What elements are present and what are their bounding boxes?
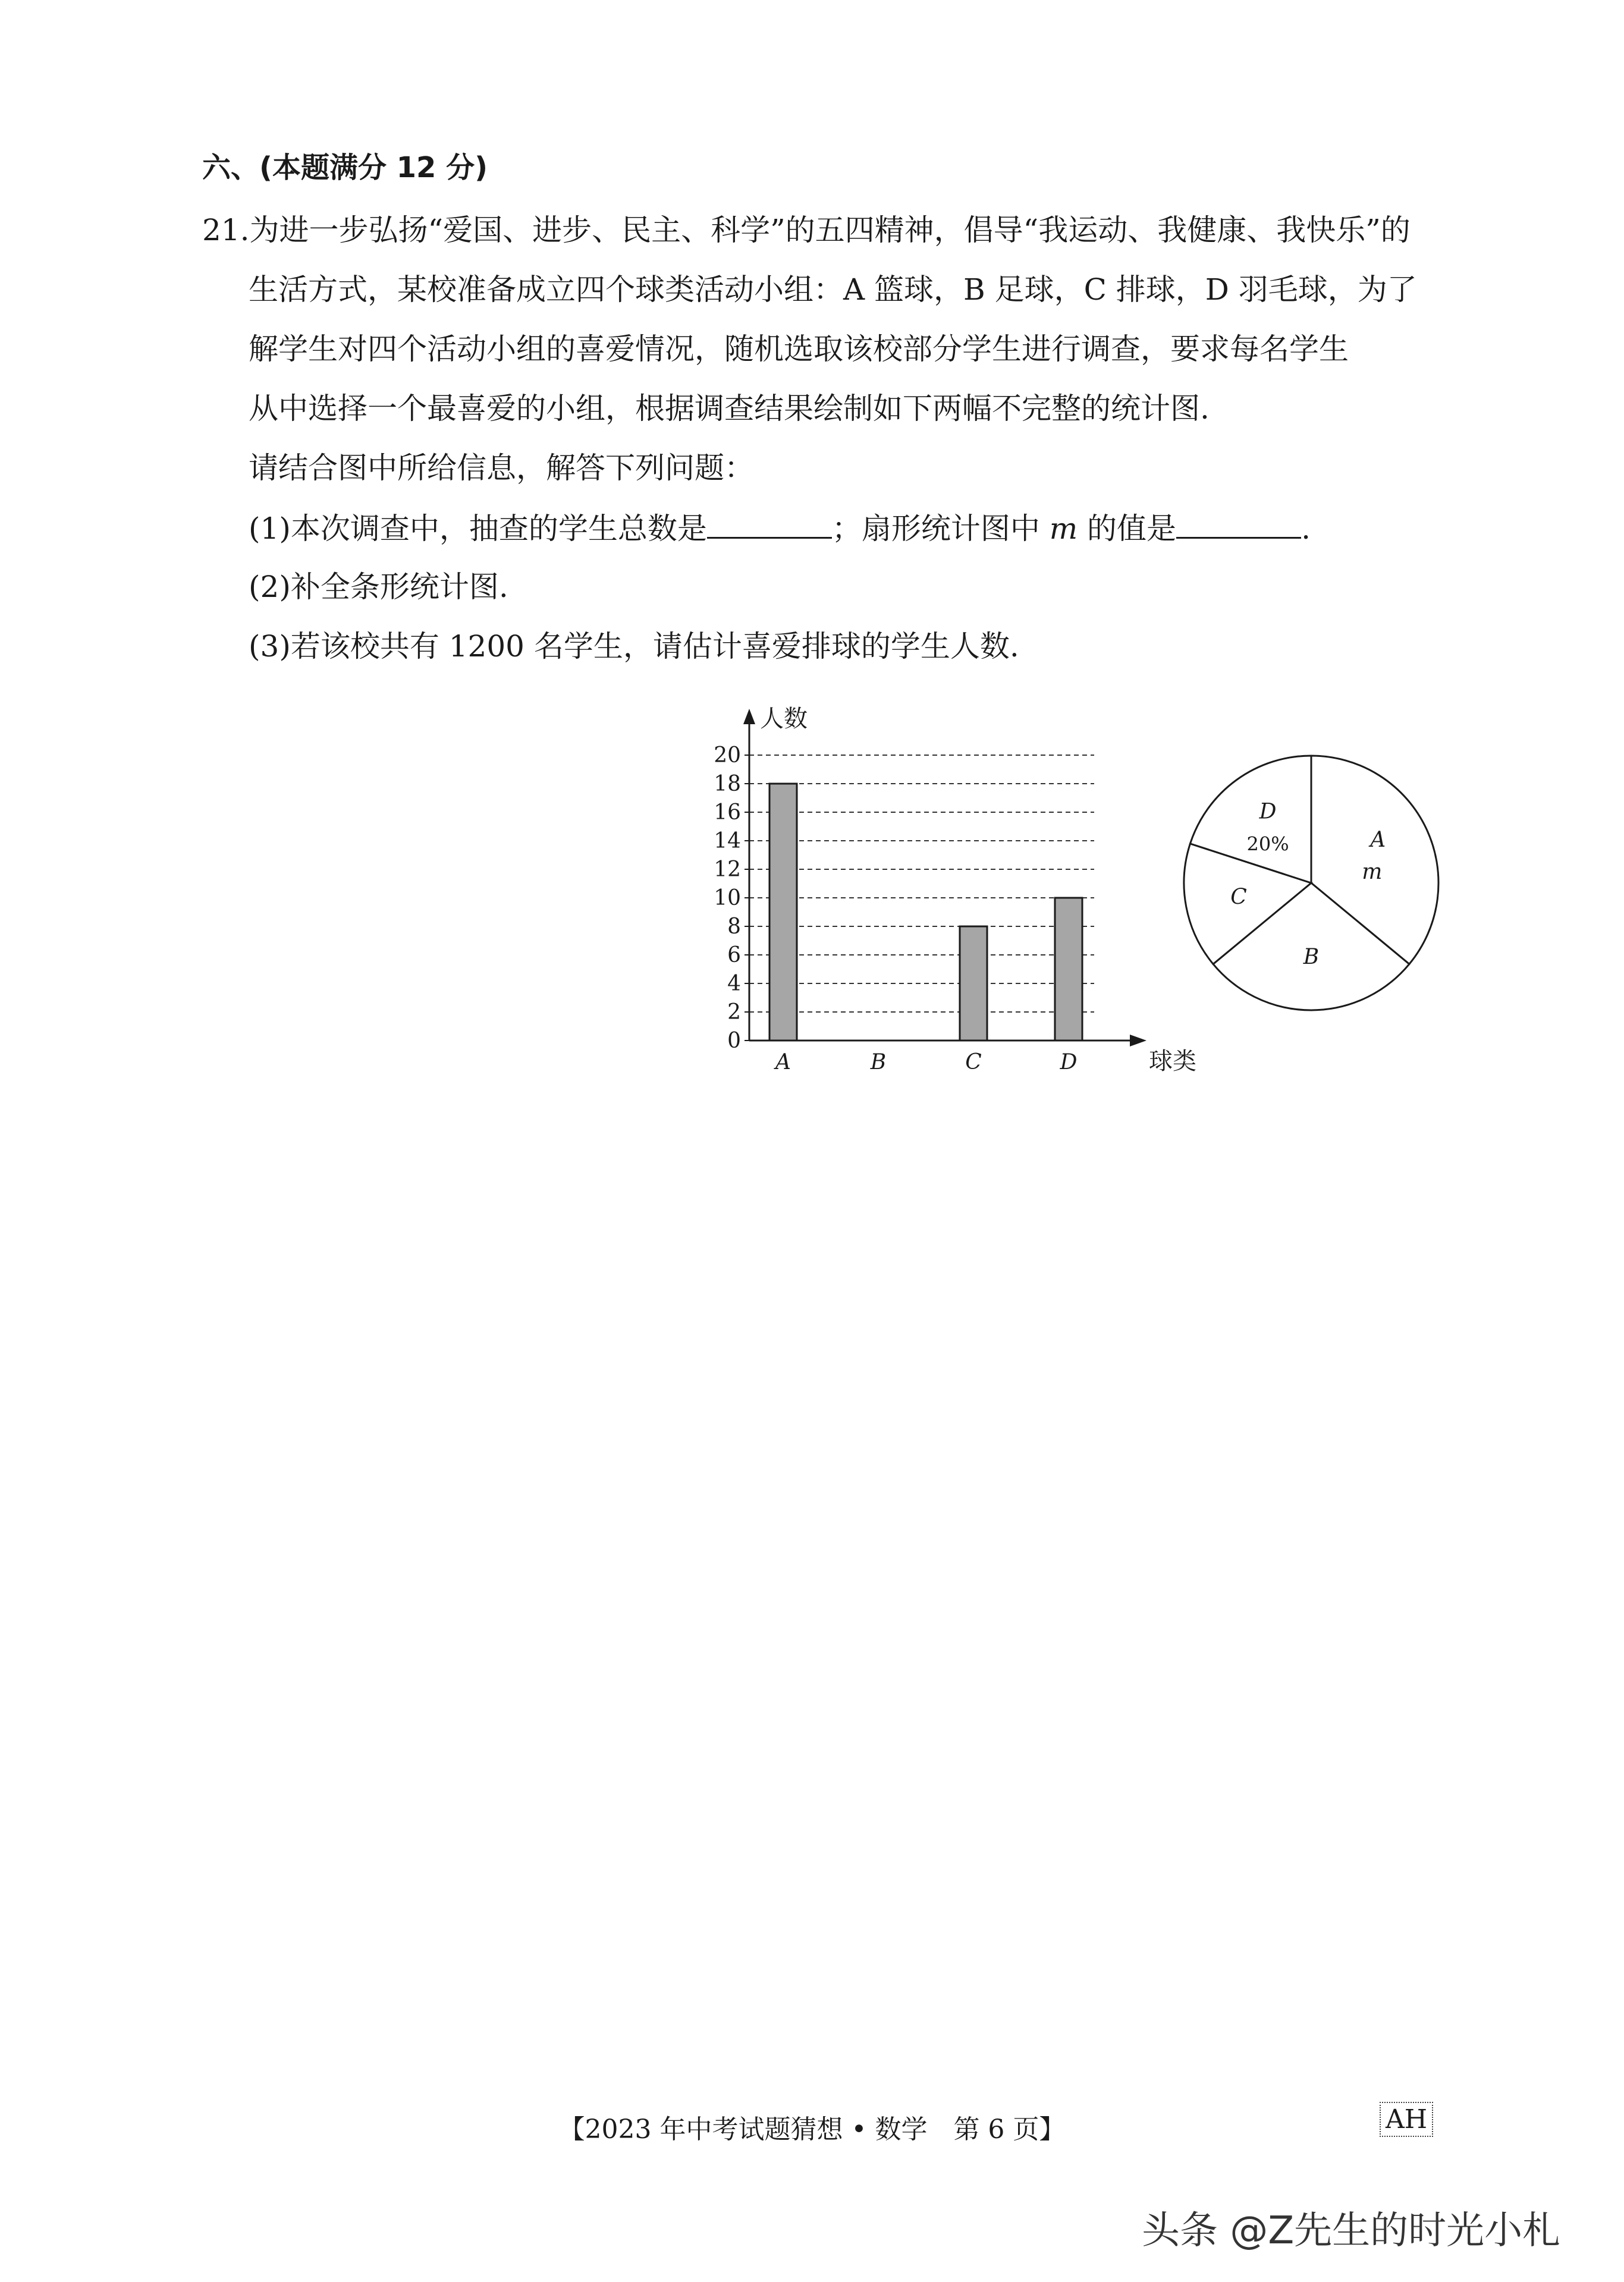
bar-A — [769, 784, 797, 1041]
sub1-text-b: ；扇形统计图中 — [831, 511, 1050, 546]
section-heading: 六、(本题满分 12 分) — [202, 151, 488, 184]
pie-label-D: D — [1259, 799, 1277, 824]
question-line-4: 从中选择一个最喜爱的小组，根据调查结果绘制如下两幅不完整的统计图. — [249, 391, 1210, 426]
y-tick-label: 2 — [727, 1000, 741, 1024]
pie-label-C: C — [1230, 885, 1247, 910]
y-tick-label: 12 — [714, 857, 741, 882]
y-axis-arrow — [743, 709, 755, 724]
y-axis-label: 人数 — [760, 705, 808, 733]
sub1-text-a: (1)本次调查中，抽查的学生总数是 — [249, 511, 707, 546]
y-tick-label: 16 — [714, 800, 741, 825]
bar-C — [960, 926, 987, 1041]
question-number: 21. — [202, 213, 250, 247]
y-tick-label: 14 — [714, 829, 741, 853]
page-footer: 【2023 年中考试题猜想 • 数学 第 6 页】 — [558, 2114, 1066, 2145]
question-line-3: 解学生对四个活动小组的喜爱情况，随机选取该校部分学生进行调查，要求每名学生 — [249, 332, 1349, 366]
pie-value-A: m — [1362, 860, 1383, 885]
y-tick-label: 6 — [727, 943, 741, 967]
x-tick-label: A — [775, 1050, 791, 1074]
answer-blank-total[interactable] — [707, 508, 832, 539]
question-text-1: 为进一步弘扬“爱国、进步、民主、科学”的五四精神，倡导“我运动、我健康、我快乐”的 — [249, 213, 1411, 247]
subquestion-1 — [249, 508, 1311, 548]
x-axis-label: 球类 — [1149, 1048, 1196, 1075]
pie-label-A: A — [1370, 828, 1386, 853]
x-tick-label: C — [965, 1050, 982, 1074]
sub1-text-c: 的值是 — [1078, 511, 1177, 546]
bar-chart — [696, 696, 1196, 1075]
subquestion-2: (2)补全条形统计图. — [249, 570, 508, 604]
y-tick-label: 4 — [727, 972, 741, 996]
y-tick-label: 8 — [727, 914, 741, 939]
y-tick-label: 18 — [714, 772, 741, 796]
question-line-2: 生活方式，某校准备成立四个球类活动小组：A 篮球，B 足球，C 排球，D 羽毛球，为了 — [249, 272, 1417, 307]
x-tick-label: B — [870, 1050, 887, 1074]
watermark: 头条 @Z先生的时光小札 — [1142, 2209, 1561, 2253]
question-prompt: 请结合图中所给信息，解答下列问题： — [249, 451, 754, 485]
y-tick-label: 0 — [727, 1029, 741, 1053]
answer-blank-m[interactable] — [1176, 508, 1301, 539]
sub1-text-d: . — [1301, 511, 1311, 546]
x-tick-label: D — [1060, 1050, 1078, 1074]
sub1-var-m: m — [1049, 511, 1078, 546]
ah-badge: AH — [1380, 2102, 1433, 2137]
y-tick-label: 20 — [714, 743, 741, 768]
y-tick-label: 10 — [714, 886, 741, 910]
question-line-1 — [202, 211, 1411, 249]
subquestion-3: (3)若该校共有 1200 名学生，请估计喜爱排球的学生人数. — [249, 629, 1019, 664]
bar-D — [1055, 898, 1082, 1041]
x-axis-arrow — [1130, 1035, 1146, 1046]
pie-chart — [1166, 737, 1457, 1029]
pie-label-B: B — [1303, 945, 1320, 970]
pie-value-D: 20% — [1246, 832, 1289, 856]
